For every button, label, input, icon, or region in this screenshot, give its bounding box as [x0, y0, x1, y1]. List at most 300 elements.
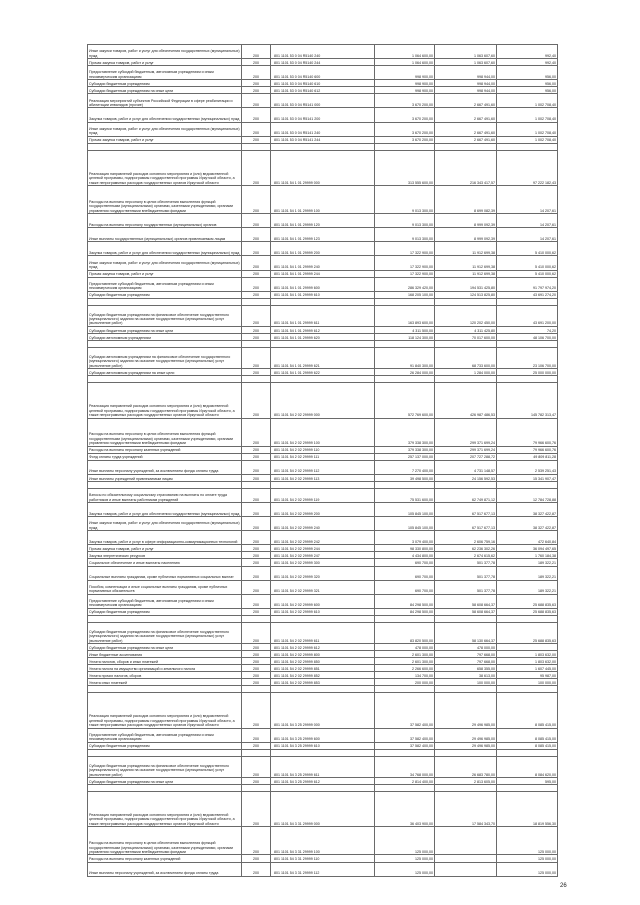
row-classification-code-cell: 801 1101 53 0 04 R5140 600 — [271, 66, 375, 80]
row-unexecuted-amount-cell: 8 085 415,00 — [497, 742, 558, 749]
row-name-cell: Закупка товаров, работ и услуг для обеспечения государственных (муниципальных) нужд — [88, 108, 242, 122]
row-unexecuted-amount-cell: 1 002 708,40 — [497, 136, 558, 143]
row-unexecuted-amount-cell — [497, 376, 558, 383]
row-approved-amount-cell — [375, 481, 435, 488]
row-name-cell: Субсидии бюджетным учреждениям на иные цели — [88, 326, 242, 333]
table-row — [88, 474, 558, 481]
row-classification-code-cell: 801 1101 53 0 04 R5141 200 — [271, 108, 375, 122]
row-executed-amount-cell: 67 517 677,13 — [435, 503, 497, 517]
row-code-cell: 200 — [242, 228, 271, 242]
row-code-cell: 200 — [242, 827, 271, 855]
row-name-cell: Субсидии бюджетным учреждениям на финансовое обеспечение государственного (муниципального) задания на оказание государственных (муниципальных) услуг (выполнение работ) — [88, 756, 242, 777]
row-name-cell: Социальные выплаты гражданам, кроме публичных нормативных социальных выплат — [88, 566, 242, 580]
row-approved-amount-cell: 163 893 600,00 — [375, 305, 435, 326]
row-approved-amount-cell: 125 000,00 — [375, 862, 435, 876]
table-row — [88, 672, 558, 679]
row-classification-code-cell: 801 1101 53 0 04 R5141 240 — [271, 122, 375, 136]
row-classification-code-cell — [271, 376, 375, 383]
row-executed-amount-cell: 207 727 288,72 — [435, 453, 497, 460]
row-code-cell: 200 — [242, 608, 271, 615]
row-classification-code-cell: 801 1101 54 3 31 29999 100 — [271, 827, 375, 855]
row-executed-amount-cell: 8 699 082,39 — [435, 185, 497, 213]
row-classification-code-cell: 801 1101 54 2 02 29999 850 — [271, 658, 375, 665]
table-row — [88, 608, 558, 615]
row-unexecuted-amount-cell: 956,00 — [497, 87, 558, 94]
row-name-cell: Уплата налога на имущество организаций и земельного налога — [88, 665, 242, 672]
row-approved-amount-cell — [375, 143, 435, 150]
row-name-cell: Иные выплаты персоналу учреждений, за исключением фонда оплаты труда — [88, 862, 242, 876]
row-classification-code-cell: 801 1101 54 1 01 29999 622 — [271, 369, 375, 376]
table-row — [88, 855, 558, 862]
row-unexecuted-amount-cell: 2 539 251,43 — [497, 460, 558, 474]
table-row — [88, 376, 558, 383]
row-unexecuted-amount-cell — [497, 481, 558, 488]
table-row — [88, 622, 558, 643]
row-unexecuted-amount-cell: 1 002 708,40 — [497, 108, 558, 122]
table-row — [88, 108, 558, 122]
row-classification-code-cell: 801 1101 54 1 01 29999 610 — [271, 291, 375, 298]
row-code-cell: 200 — [242, 383, 271, 418]
row-code-cell: 200 — [242, 644, 271, 651]
row-executed-amount-cell: 4 311 425,80 — [435, 326, 497, 333]
row-approved-amount-cell: 37 582 400,00 — [375, 693, 435, 728]
row-approved-amount-cell: 572 769 600,00 — [375, 383, 435, 418]
row-classification-code-cell — [271, 615, 375, 622]
row-code-cell: 200 — [242, 108, 271, 122]
row-code-cell: 200 — [242, 256, 271, 270]
row-name-cell: Закупка товаров, работ и услуг для обеспечения государственных (муниципальных) нужд — [88, 242, 242, 256]
row-approved-amount-cell: 2 601 300,00 — [375, 658, 435, 665]
row-approved-amount-cell — [375, 784, 435, 791]
row-approved-amount-cell: 134 700,00 — [375, 672, 435, 679]
row-approved-amount-cell: 91 840 300,00 — [375, 348, 435, 369]
table-row — [88, 122, 558, 136]
table-row — [88, 644, 558, 651]
row-classification-code-cell: 801 1101 54 2 02 29999 600 — [271, 594, 375, 608]
row-executed-amount-cell — [435, 686, 497, 693]
row-approved-amount-cell: 4 311 500,00 — [375, 326, 435, 333]
row-name-cell — [88, 784, 242, 791]
row-approved-amount-cell: 690 700,00 — [375, 559, 435, 566]
row-executed-amount-cell: 1 284 000,00 — [435, 369, 497, 376]
table-row — [88, 66, 558, 80]
row-code-cell: 200 — [242, 185, 271, 213]
row-approved-amount-cell: 17 322 900,00 — [375, 242, 435, 256]
row-classification-code-cell: 801 1101 54 1 01 29999 240 — [271, 256, 375, 270]
row-unexecuted-amount-cell: 8 084 620,00 — [497, 756, 558, 777]
table-row — [88, 552, 558, 559]
row-unexecuted-amount-cell: 18 819 556,30 — [497, 792, 558, 827]
row-code-cell: 200 — [242, 122, 271, 136]
table-row — [88, 594, 558, 608]
row-name-cell: Прочая закупка товаров, работ и услуг — [88, 545, 242, 552]
row-name-cell: Расходы на выплаты персоналу в целях обеспечения выполнения функций государственными (муниципальными) органами, казенными учреждениями, органами управления государственными внебюджетными фондами — [88, 418, 242, 446]
row-executed-amount-cell: 2 667 491,60 — [435, 122, 497, 136]
row-code-cell: 200 — [242, 150, 271, 185]
row-classification-code-cell: 801 1101 54 2 02 29999 112 — [271, 460, 375, 474]
row-approved-amount-cell — [375, 298, 435, 305]
row-code-cell: 200 — [242, 305, 271, 326]
table-row — [88, 136, 558, 143]
row-code-cell — [242, 784, 271, 791]
row-unexecuted-amount-cell: 25 688 835,63 — [497, 608, 558, 615]
row-executed-amount-cell — [435, 481, 497, 488]
page-number: 26 — [560, 883, 567, 889]
table-row — [88, 777, 558, 784]
row-approved-amount-cell: 98 330 800,00 — [375, 545, 435, 552]
row-classification-code-cell: 801 1101 54 1 01 29999 100 — [271, 185, 375, 213]
row-approved-amount-cell: 257 137 000,00 — [375, 453, 435, 460]
row-code-cell — [242, 298, 271, 305]
row-unexecuted-amount-cell: 14 207,61 — [497, 228, 558, 242]
row-approved-amount-cell: 998 900,00 — [375, 66, 435, 80]
row-name-cell: Расходы на выплаты персоналу в целях обеспечения выполнения функций государственными (муниципальными) органами, казенными учреждениями, органами управления государственными внебюджетными фондами — [88, 827, 242, 855]
row-name-cell: Пособия, компенсации и иные социальные выплаты гражданам, кроме публичных нормативных обязательств — [88, 580, 242, 594]
row-executed-amount-cell: 501 377,78 — [435, 566, 497, 580]
row-executed-amount-cell: 26 683 780,00 — [435, 756, 497, 777]
row-name-cell: Иные выплаты учреждений привлекаемым лицам — [88, 474, 242, 481]
table-row — [88, 566, 558, 580]
row-name-cell: Субсидии бюджетным учреждениям на иные цели — [88, 87, 242, 94]
row-approved-amount-cell: 998 900,00 — [375, 80, 435, 87]
row-name-cell — [88, 481, 242, 488]
row-unexecuted-amount-cell: 992,40 — [497, 45, 558, 59]
row-code-cell: 200 — [242, 742, 271, 749]
row-code-cell — [242, 749, 271, 756]
row-code-cell: 200 — [242, 693, 271, 728]
row-unexecuted-amount-cell: 14 207,61 — [497, 185, 558, 213]
row-classification-code-cell: 801 1101 54 3 25 29999 610 — [271, 742, 375, 749]
row-approved-amount-cell: 3 670 200,00 — [375, 122, 435, 136]
row-classification-code-cell — [271, 749, 375, 756]
row-executed-amount-cell: 998 944,00 — [435, 87, 497, 94]
row-name-cell: Субсидии бюджетным учреждениям — [88, 608, 242, 615]
row-name-cell: Расходы на выплаты персоналу казенных учреждений — [88, 855, 242, 862]
table-row — [88, 340, 558, 347]
row-executed-amount-cell: 58 608 664,37 — [435, 594, 497, 608]
table-row — [88, 326, 558, 333]
row-name-cell: Закупка энергетических ресурсов — [88, 552, 242, 559]
row-code-cell: 200 — [242, 488, 271, 502]
row-executed-amount-cell — [435, 827, 497, 855]
row-name-cell: Расходы на выплаты персоналу в целях обеспечения выполнения функций государственными (муниципальными) органами, казенными учреждениями, органами управления государственными внебюджетными фондами — [88, 185, 242, 213]
row-code-cell: 200 — [242, 622, 271, 643]
row-approved-amount-cell: 105 845 100,00 — [375, 517, 435, 531]
row-executed-amount-cell: 658 355,00 — [435, 665, 497, 672]
row-code-cell: 200 — [242, 291, 271, 298]
row-code-cell: 200 — [242, 777, 271, 784]
row-approved-amount-cell: 37 582 400,00 — [375, 728, 435, 742]
row-name-cell: Расходы на выплаты персоналу казенных учреждений — [88, 446, 242, 453]
row-name-cell: Реализация направлений расходов основного мероприятия и (или) ведомственной целевой программы, подпрограммы государственной программы Иркутской области, а также непрограммных расходов государственных органов Иркутской области — [88, 150, 242, 185]
row-unexecuted-amount-cell: 956,00 — [497, 80, 558, 87]
row-name-cell: Реализация направлений расходов основного мероприятия и (или) ведомственной целевой программы, подпрограммы государственной программы Иркутской области, а также непрограммных расходов государственных органов Иркутской области — [88, 792, 242, 827]
row-executed-amount-cell: 426 987 486,53 — [435, 383, 497, 418]
row-approved-amount-cell: 118 124 300,00 — [375, 333, 435, 340]
row-unexecuted-amount-cell: 595,00 — [497, 777, 558, 784]
table-row — [88, 185, 558, 213]
row-name-cell: Субсидии бюджетным учреждениям на иные цели — [88, 777, 242, 784]
table-row — [88, 214, 558, 228]
row-executed-amount-cell: 194 531 425,80 — [435, 277, 497, 291]
row-unexecuted-amount-cell: 1 002 708,40 — [497, 94, 558, 108]
row-code-cell: 200 — [242, 531, 271, 545]
row-executed-amount-cell: 29 496 985,00 — [435, 728, 497, 742]
row-unexecuted-amount-cell: 8 085 415,00 — [497, 693, 558, 728]
row-classification-code-cell: 801 1101 54 2 02 29999 853 — [271, 679, 375, 686]
row-classification-code-cell: 801 1101 53 0 04 R5140 610 — [271, 80, 375, 87]
row-unexecuted-amount-cell: 79 966 600,76 — [497, 418, 558, 446]
row-approved-amount-cell: 998 900,00 — [375, 87, 435, 94]
row-unexecuted-amount-cell: 25 000 000,00 — [497, 369, 558, 376]
row-executed-amount-cell — [435, 615, 497, 622]
table-row — [88, 742, 558, 749]
table-row — [88, 651, 558, 658]
row-name-cell: Предоставление субсидий бюджетным, автономным учреждениям и иным некоммерческим организациям — [88, 728, 242, 742]
table-row — [88, 503, 558, 517]
row-executed-amount-cell: 8 999 092,39 — [435, 228, 497, 242]
table-row — [88, 686, 558, 693]
row-executed-amount-cell: 62 749 871,12 — [435, 488, 497, 502]
row-name-cell: Закупка товаров, работ и услуг для обеспечения государственных (муниципальных) нужд — [88, 503, 242, 517]
row-unexecuted-amount-cell — [497, 749, 558, 756]
row-unexecuted-amount-cell: 5 410 000,62 — [497, 270, 558, 277]
table-row — [88, 348, 558, 369]
row-approved-amount-cell: 125 000,00 — [375, 855, 435, 862]
row-approved-amount-cell: 105 845 100,00 — [375, 503, 435, 517]
row-unexecuted-amount-cell: 14 207,61 — [497, 214, 558, 228]
row-executed-amount-cell — [435, 376, 497, 383]
row-executed-amount-cell: 58 130 664,37 — [435, 622, 497, 643]
table-row — [88, 728, 558, 742]
row-unexecuted-amount-cell: 8 085 415,00 — [497, 728, 558, 742]
row-classification-code-cell: 801 1101 54 1 01 29999 621 — [271, 348, 375, 369]
row-approved-amount-cell: 3 079 400,00 — [375, 531, 435, 545]
row-executed-amount-cell: 1 063 607,60 — [435, 59, 497, 66]
row-approved-amount-cell: 379 338 300,00 — [375, 418, 435, 446]
row-approved-amount-cell: 9 013 300,00 — [375, 185, 435, 213]
row-approved-amount-cell: 125 000,00 — [375, 827, 435, 855]
row-unexecuted-amount-cell: 95 987,00 — [497, 672, 558, 679]
row-code-cell: 200 — [242, 474, 271, 481]
row-executed-amount-cell — [435, 340, 497, 347]
row-executed-amount-cell: 29 496 985,00 — [435, 693, 497, 728]
row-unexecuted-amount-cell — [497, 615, 558, 622]
row-approved-amount-cell: 9 013 300,00 — [375, 214, 435, 228]
table-row — [88, 383, 558, 418]
row-code-cell: 200 — [242, 59, 271, 66]
row-name-cell: Прочая закупка товаров, работ и услуг — [88, 270, 242, 277]
table-row — [88, 488, 558, 502]
row-unexecuted-amount-cell: 49 809 811,28 — [497, 453, 558, 460]
table-row — [88, 792, 558, 827]
table-row — [88, 517, 558, 531]
row-code-cell: 200 — [242, 651, 271, 658]
row-approved-amount-cell: 17 322 900,00 — [375, 256, 435, 270]
row-executed-amount-cell: 797 668,00 — [435, 651, 497, 658]
row-classification-code-cell — [271, 143, 375, 150]
row-executed-amount-cell: 29 496 985,00 — [435, 742, 497, 749]
table-row — [88, 228, 558, 242]
row-approved-amount-cell: 4 434 800,00 — [375, 552, 435, 559]
row-unexecuted-amount-cell: 23 106 700,00 — [497, 348, 558, 369]
table-row — [88, 291, 558, 298]
row-approved-amount-cell: 690 700,00 — [375, 566, 435, 580]
row-name-cell — [88, 615, 242, 622]
row-code-cell: 200 — [242, 855, 271, 862]
row-executed-amount-cell: 2 606 759,16 — [435, 531, 497, 545]
row-executed-amount-cell: 38 613,00 — [435, 672, 497, 679]
row-classification-code-cell: 801 1101 54 2 02 29999 244 — [271, 545, 375, 552]
row-classification-code-cell: 801 1101 54 2 02 29999 242 — [271, 531, 375, 545]
row-executed-amount-cell: 478 000,00 — [435, 644, 497, 651]
row-classification-code-cell: 801 1101 54 2 02 29999 610 — [271, 608, 375, 615]
row-classification-code-cell: 801 1101 54 2 02 29999 851 — [271, 665, 375, 672]
row-executed-amount-cell: 501 377,78 — [435, 580, 497, 594]
row-unexecuted-amount-cell: 36 094 497,65 — [497, 545, 558, 552]
row-unexecuted-amount-cell: 12 784 728,88 — [497, 488, 558, 502]
row-executed-amount-cell: 2 667 491,60 — [435, 108, 497, 122]
row-executed-amount-cell: 2 813 605,00 — [435, 777, 497, 784]
table-row — [88, 45, 558, 59]
table-row — [88, 150, 558, 185]
table-row — [88, 679, 558, 686]
row-code-cell: 200 — [242, 559, 271, 566]
row-classification-code-cell: 801 1101 54 1 01 29999 600 — [271, 277, 375, 291]
row-classification-code-cell: 801 1101 54 2 02 29999 800 — [271, 651, 375, 658]
row-classification-code-cell: 801 1101 54 3 25 29999 000 — [271, 693, 375, 728]
row-code-cell: 200 — [242, 580, 271, 594]
row-unexecuted-amount-cell: 125 000,00 — [497, 855, 558, 862]
table-row — [88, 665, 558, 672]
row-name-cell: Иные выплаты персоналу учреждений, за исключением фонда оплаты труда — [88, 460, 242, 474]
row-unexecuted-amount-cell: 189 322,21 — [497, 566, 558, 580]
row-unexecuted-amount-cell: 145 782 313,47 — [497, 383, 558, 418]
row-unexecuted-amount-cell: 1 803 632,00 — [497, 658, 558, 665]
row-name-cell: Прочая закупка товаров, работ и услуг — [88, 59, 242, 66]
row-code-cell: 200 — [242, 242, 271, 256]
row-approved-amount-cell: 286 329 420,00 — [375, 277, 435, 291]
table-row — [88, 460, 558, 474]
row-approved-amount-cell — [375, 376, 435, 383]
row-approved-amount-cell: 3 670 200,00 — [375, 94, 435, 108]
row-unexecuted-amount-cell: 100 000,00 — [497, 679, 558, 686]
row-name-cell — [88, 376, 242, 383]
row-classification-code-cell — [271, 481, 375, 488]
row-code-cell: 200 — [242, 136, 271, 143]
row-executed-amount-cell: 1 063 607,60 — [435, 45, 497, 59]
row-approved-amount-cell: 75 531 600,00 — [375, 488, 435, 502]
row-executed-amount-cell: 124 513 825,80 — [435, 291, 497, 298]
table-row — [88, 481, 558, 488]
row-classification-code-cell: 801 1101 54 1 01 29999 200 — [271, 242, 375, 256]
row-code-cell: 200 — [242, 728, 271, 742]
row-classification-code-cell: 801 1101 54 2 02 29999 240 — [271, 517, 375, 531]
row-name-cell: Иные закупки товаров, работ и услуг для обеспечения государственных (муниципальных) нужд — [88, 122, 242, 136]
row-name-cell: Предоставление субсидий бюджетным, автономным учреждениям и иным некоммерческим организациям — [88, 594, 242, 608]
row-classification-code-cell: 801 1101 54 2 02 29999 320 — [271, 566, 375, 580]
row-unexecuted-amount-cell: 1 607 445,00 — [497, 665, 558, 672]
row-approved-amount-cell: 26 284 000,00 — [375, 369, 435, 376]
row-name-cell: Иные выплаты государственных (муниципальных) органов привлекаемым лицам — [88, 228, 242, 242]
row-executed-amount-cell: 62 236 302,26 — [435, 545, 497, 552]
row-code-cell: 200 — [242, 333, 271, 340]
row-classification-code-cell: 801 1101 54 2 02 29999 321 — [271, 580, 375, 594]
row-code-cell: 200 — [242, 517, 271, 531]
table-row — [88, 270, 558, 277]
row-code-cell: 200 — [242, 594, 271, 608]
row-executed-amount-cell: 11 912 699,38 — [435, 242, 497, 256]
row-code-cell: 200 — [242, 94, 271, 108]
row-code-cell: 200 — [242, 665, 271, 672]
budget-execution-table — [87, 44, 558, 877]
row-name-cell: Субсидии бюджетным учреждениям — [88, 291, 242, 298]
row-code-cell — [242, 143, 271, 150]
table-row — [88, 256, 558, 270]
row-code-cell: 200 — [242, 446, 271, 453]
row-name-cell: Предоставление субсидий бюджетным, автономным учреждениям и иным некоммерческим организациям — [88, 277, 242, 291]
row-unexecuted-amount-cell — [497, 143, 558, 150]
row-classification-code-cell: 801 1101 54 2 02 29999 111 — [271, 453, 375, 460]
row-approved-amount-cell — [375, 340, 435, 347]
row-name-cell — [88, 143, 242, 150]
row-executed-amount-cell: 58 608 664,37 — [435, 608, 497, 615]
row-code-cell: 200 — [242, 87, 271, 94]
row-unexecuted-amount-cell: 38 327 422,87 — [497, 503, 558, 517]
row-approved-amount-cell: 168 205 100,00 — [375, 291, 435, 298]
row-code-cell — [242, 376, 271, 383]
row-name-cell: Закупка товаров, работ и услуг в сфере информационно-коммуникационных технологий — [88, 531, 242, 545]
row-approved-amount-cell: 83 820 500,00 — [375, 622, 435, 643]
row-classification-code-cell: 801 1101 54 3 25 29999 612 — [271, 777, 375, 784]
row-classification-code-cell: 801 1101 54 3 25 29999 611 — [271, 756, 375, 777]
row-approved-amount-cell: 7 270 400,00 — [375, 460, 435, 474]
row-executed-amount-cell: 2 667 491,60 — [435, 136, 497, 143]
row-name-cell: Расходы на выплаты персоналу государственных (муниципальных) органов — [88, 214, 242, 228]
row-classification-code-cell — [271, 298, 375, 305]
row-code-cell: 200 — [242, 756, 271, 777]
row-classification-code-cell: 801 1101 54 2 02 29999 110 — [271, 446, 375, 453]
row-name-cell: Субсидии бюджетным учреждениям — [88, 80, 242, 87]
table-row — [88, 784, 558, 791]
table-row — [88, 298, 558, 305]
row-executed-amount-cell: 120 202 450,00 — [435, 305, 497, 326]
row-approved-amount-cell: 2 601 300,00 — [375, 651, 435, 658]
row-executed-amount-cell: 797 668,00 — [435, 658, 497, 665]
row-unexecuted-amount-cell: 956,00 — [497, 66, 558, 80]
row-name-cell — [88, 686, 242, 693]
row-approved-amount-cell — [375, 749, 435, 756]
row-unexecuted-amount-cell: 74,20 — [497, 326, 558, 333]
row-unexecuted-amount-cell: 5 410 000,62 — [497, 256, 558, 270]
row-approved-amount-cell — [375, 615, 435, 622]
table-row — [88, 580, 558, 594]
table-row — [88, 453, 558, 460]
table-row — [88, 80, 558, 87]
row-code-cell: 200 — [242, 460, 271, 474]
row-approved-amount-cell: 17 322 900,00 — [375, 270, 435, 277]
row-name-cell: Взносы по обязательному социальному страхованию на выплаты по оплате труда работников и иные выплаты работникам учреждений — [88, 488, 242, 502]
row-classification-code-cell — [271, 686, 375, 693]
row-code-cell: 200 — [242, 369, 271, 376]
row-code-cell: 200 — [242, 552, 271, 559]
row-classification-code-cell: 801 1101 54 2 02 29999 000 — [271, 383, 375, 418]
row-executed-amount-cell — [435, 862, 497, 876]
row-classification-code-cell: 801 1101 54 1 01 29999 123 — [271, 228, 375, 242]
row-approved-amount-cell: 478 000,00 — [375, 644, 435, 651]
row-code-cell: 200 — [242, 270, 271, 277]
table-row — [88, 693, 558, 728]
